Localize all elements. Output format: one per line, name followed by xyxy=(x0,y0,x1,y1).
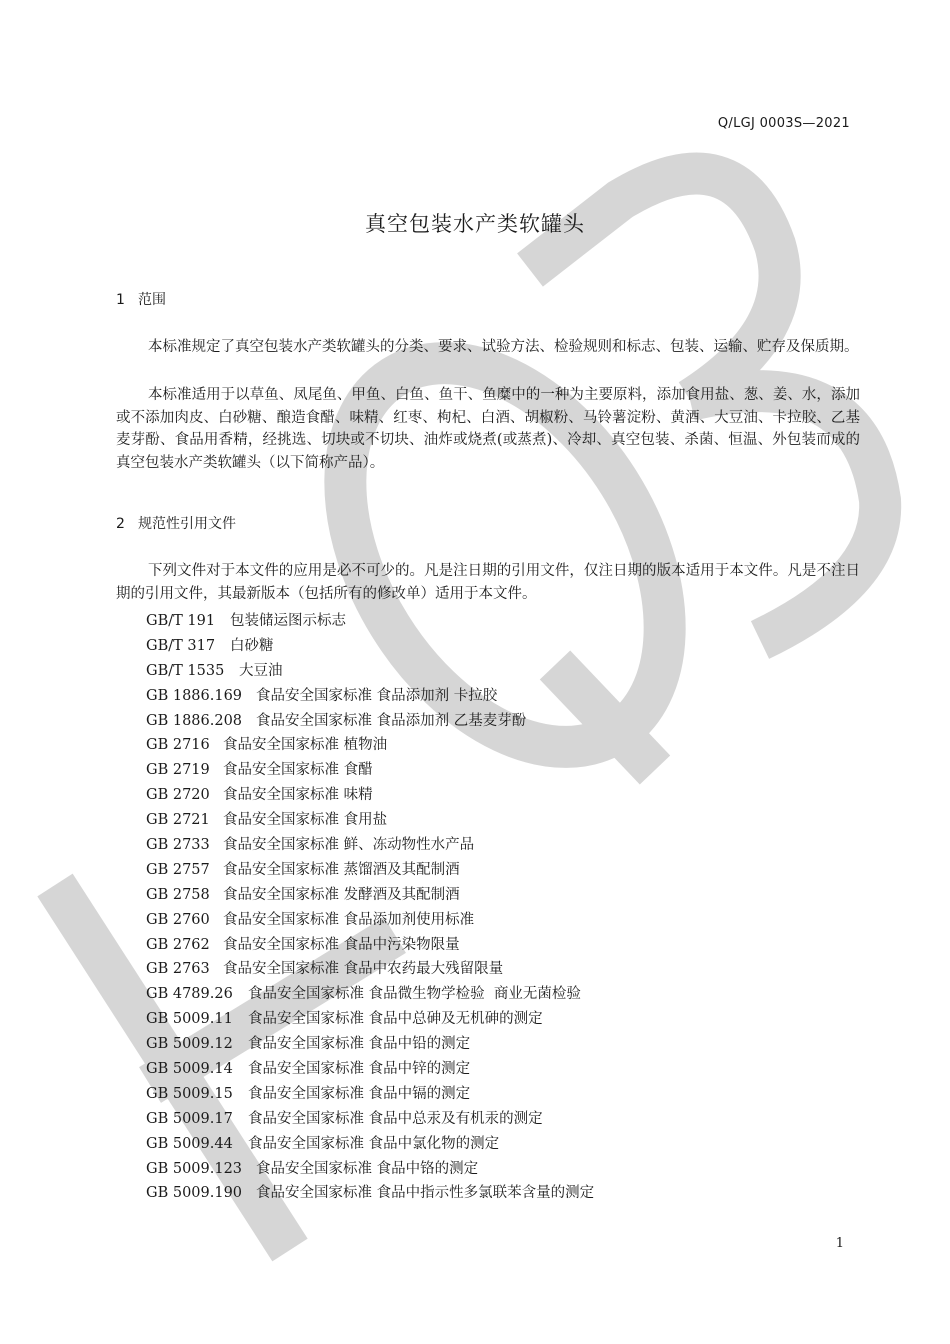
reference-item xyxy=(146,808,594,833)
reference-item xyxy=(146,908,594,933)
paragraph: 下列文件对于本文件的应用是必不可少的。凡是注日期的引用文件，仅注日期的版本适用于本文件。凡是不注日期的引用文件，其最新版本（包括所有的修改单）适用于本文件。 xyxy=(116,563,860,602)
reference-item xyxy=(146,659,594,684)
reference-title: 大豆油 xyxy=(239,662,283,679)
document-title: 真空包装水产类软罐头 xyxy=(365,212,585,236)
reference-title: 食品安全国家标准 食品中铅的测定 xyxy=(248,1036,471,1053)
reference-item xyxy=(146,957,594,982)
reference-code: GB 2721 xyxy=(146,812,210,829)
reference-code: GB 4789.26 xyxy=(146,986,233,1003)
reference-title: 食品安全国家标准 食品中镉的测定 xyxy=(248,1085,471,1102)
reference-item xyxy=(146,1181,594,1206)
reference-item xyxy=(146,982,594,1007)
paragraph: 本标准规定了真空包装水产类软罐头的分类、要求、试验方法、检验规则和标志、包装、运输、贮存及保质期。 xyxy=(148,339,859,355)
reference-title: 食品安全国家标准 食品中农药最大残留限量 xyxy=(223,961,504,978)
reference-item xyxy=(146,1007,594,1032)
reference-title: 食品安全国家标准 植物油 xyxy=(223,737,388,754)
reference-code: GB 2758 xyxy=(146,886,210,903)
reference-title: 食品安全国家标准 味精 xyxy=(223,787,373,804)
page-number: 1 xyxy=(835,1236,844,1251)
reference-item xyxy=(146,1157,594,1182)
reference-code: GB 5009.14 xyxy=(146,1061,233,1078)
reference-title: 食品安全国家标准 食品中锌的测定 xyxy=(248,1061,471,1078)
reference-code: GB 5009.190 xyxy=(146,1185,243,1202)
reference-item xyxy=(146,933,594,958)
reference-code: GB 2757 xyxy=(146,861,210,878)
reference-item xyxy=(146,684,594,709)
reference-code: GB 5009.11 xyxy=(146,1011,233,1028)
section-heading-normative-references xyxy=(116,513,236,533)
section-number: 2 xyxy=(116,516,125,532)
reference-title: 食品安全国家标准 蒸馏酒及其配制酒 xyxy=(223,861,460,878)
reference-item xyxy=(146,733,594,758)
reference-code: GB 2716 xyxy=(146,737,210,754)
section-number: 1 xyxy=(116,292,125,308)
document-code: Q/LGJ 0003S—2021 xyxy=(717,116,850,131)
reference-item xyxy=(146,709,594,734)
reference-code: GB 5009.123 xyxy=(146,1160,243,1177)
reference-code: GB/T 191 xyxy=(146,613,216,629)
reference-title: 食品安全国家标准 食用盐 xyxy=(223,812,388,829)
reference-item xyxy=(146,1107,594,1132)
reference-item xyxy=(146,833,594,858)
reference-title: 食品安全国家标准 发酵酒及其配制酒 xyxy=(223,886,460,903)
reference-code: GB/T 1535 xyxy=(146,662,225,679)
reference-item xyxy=(146,1132,594,1157)
reference-item xyxy=(146,783,594,808)
reference-item xyxy=(146,758,594,783)
reference-item xyxy=(146,1057,594,1082)
reference-code: GB 2763 xyxy=(146,961,210,978)
reference-code: GB 5009.15 xyxy=(146,1085,233,1102)
reference-title: 食品安全国家标准 食品添加剂 乙基麦芽酚 xyxy=(256,712,527,729)
reference-item xyxy=(146,1082,594,1107)
reference-code: GB 5009.44 xyxy=(146,1135,233,1152)
reference-title: 食品安全国家标准 鲜、冻动物性水产品 xyxy=(223,837,475,854)
reference-code: GB 2733 xyxy=(146,837,210,854)
reference-title: 白砂糖 xyxy=(230,637,274,654)
reference-code: GB 2719 xyxy=(146,762,210,779)
reference-code: GB 2720 xyxy=(146,787,210,804)
reference-title: 包装储运图示标志 xyxy=(230,613,346,629)
reference-code: GB 1886.208 xyxy=(146,712,243,729)
reference-item xyxy=(146,1032,594,1057)
reference-title: 食品安全国家标准 食醋 xyxy=(223,762,373,779)
section-heading-scope xyxy=(116,289,166,309)
reference-item xyxy=(146,609,594,634)
reference-title: 食品安全国家标准 食品添加剂使用标准 xyxy=(223,911,475,928)
reference-title: 食品安全国家标准 食品中总汞及有机汞的测定 xyxy=(248,1110,543,1127)
reference-item xyxy=(146,883,594,908)
reference-code: GB 2760 xyxy=(146,911,210,928)
section-title: 范围 xyxy=(138,292,166,308)
reference-list xyxy=(146,609,594,1206)
paragraph: 本标准适用于以草鱼、凤尾鱼、甲鱼、白鱼、鱼干、鱼糜中的一种为主要原料，添加食用盐、葱、姜、水，添加或不添加肉皮、白砂糖、酿造食醋、味精、红枣、枸杞、白酒、胡椒粉、马铃薯淀粉、黄酒、大豆油、卡拉胶、乙基麦芽酚、食品用香精，经挑选、切块或不切块、油炸或烧煮(或蒸煮)、冷却、真空包装、杀菌、恒温、外包装而成的真空包装水产类软罐头（以下简称产品）。 xyxy=(116,387,860,471)
reference-code: GB/T 317 xyxy=(146,637,216,654)
section-title: 规范性引用文件 xyxy=(138,516,236,532)
reference-code: GB 1886.169 xyxy=(146,687,243,704)
reference-title: 食品安全国家标准 食品中氯化物的测定 xyxy=(248,1135,500,1152)
reference-title: 食品安全国家标准 食品中指示性多氯联苯含量的测定 xyxy=(256,1185,595,1202)
reference-item xyxy=(146,634,594,659)
reference-code: GB 5009.12 xyxy=(146,1036,233,1053)
reference-code: GB 5009.17 xyxy=(146,1110,233,1127)
reference-title: 食品安全国家标准 食品中铬的测定 xyxy=(256,1160,479,1177)
reference-title: 食品安全国家标准 食品微生物学检验 商业无菌检验 xyxy=(248,986,581,1003)
reference-code: GB 2762 xyxy=(146,936,210,953)
reference-title: 食品安全国家标准 食品中污染物限量 xyxy=(223,936,460,953)
reference-title: 食品安全国家标准 食品中总砷及无机砷的测定 xyxy=(248,1011,543,1028)
reference-item xyxy=(146,858,594,883)
reference-title: 食品安全国家标准 食品添加剂 卡拉胶 xyxy=(256,687,498,704)
